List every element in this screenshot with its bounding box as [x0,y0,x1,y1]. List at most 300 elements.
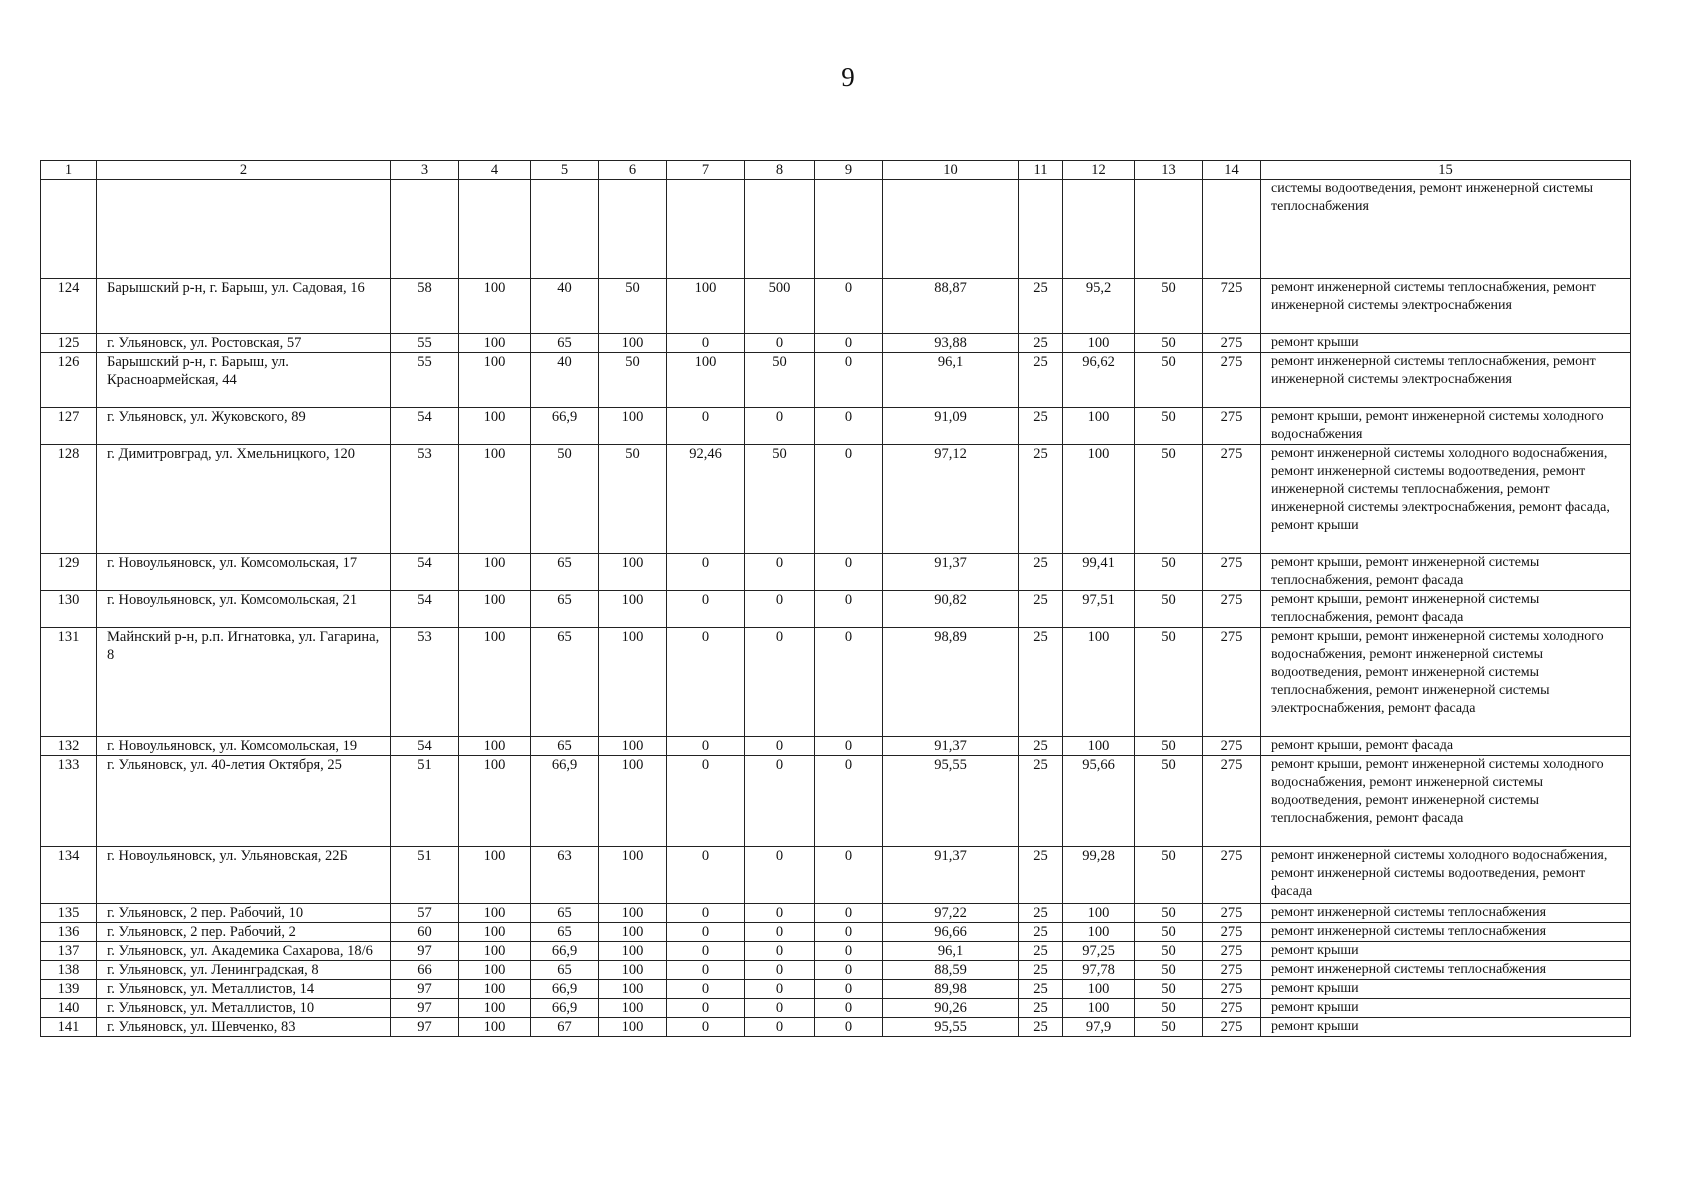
value-cell: 0 [745,334,815,353]
value-cell: 65 [531,628,599,737]
value-cell: 65 [531,961,599,980]
value-cell: 0 [667,591,745,628]
address-cell: г. Ульяновск, 2 пер. Рабочий, 2 [97,923,391,942]
value-cell: 0 [667,628,745,737]
column-header-3: 3 [391,161,459,180]
value-cell: 50 [1135,1018,1203,1037]
table-cell [41,180,97,279]
column-header-13: 13 [1135,161,1203,180]
value-cell: 50 [599,279,667,334]
value-cell: 50 [531,445,599,554]
value-cell: 275 [1203,408,1261,445]
value-cell: 90,26 [883,999,1019,1018]
value-cell: 50 [1135,408,1203,445]
table-cell [97,180,391,279]
value-cell: 50 [1135,737,1203,756]
value-cell: 50 [1135,847,1203,904]
table-row [41,847,1631,904]
value-cell: 0 [815,942,883,961]
table-cell [599,180,667,279]
value-cell: 66,9 [531,999,599,1018]
row-number-cell: 136 [41,923,97,942]
value-cell: 54 [391,408,459,445]
value-cell: 275 [1203,904,1261,923]
value-cell: 96,62 [1063,353,1135,408]
value-cell: 54 [391,591,459,628]
table-row [41,445,1631,554]
value-cell: 0 [815,279,883,334]
value-cell: 0 [745,737,815,756]
works-cell: ремонт крыши [1261,1018,1631,1037]
value-cell: 65 [531,591,599,628]
value-cell: 58 [391,279,459,334]
value-cell: 275 [1203,961,1261,980]
column-header-1: 1 [41,161,97,180]
address-cell: г. Ульяновск, ул. Шевченко, 83 [97,1018,391,1037]
value-cell: 50 [745,353,815,408]
value-cell: 0 [815,847,883,904]
column-header-12: 12 [1063,161,1135,180]
value-cell: 0 [667,923,745,942]
row-number-cell: 131 [41,628,97,737]
works-cell: ремонт крыши, ремонт инженерной системы холодного водоснабжения, ремонт инженерной системы водоотведения, ремонт инженерной системы теплоснабжения, ремонт инженерной системы электроснабжения, ремонт фасада [1261,628,1631,737]
value-cell: 100 [599,334,667,353]
value-cell: 0 [745,591,815,628]
value-cell: 50 [1135,279,1203,334]
value-cell: 25 [1019,334,1063,353]
value-cell: 25 [1019,628,1063,737]
value-cell: 0 [815,554,883,591]
value-cell: 0 [745,1018,815,1037]
value-cell: 25 [1019,961,1063,980]
column-header-7: 7 [667,161,745,180]
value-cell: 100 [459,999,531,1018]
row-number-cell: 135 [41,904,97,923]
column-header-5: 5 [531,161,599,180]
address-cell: г. Ульяновск, ул. 40-летия Октября, 25 [97,756,391,847]
value-cell: 65 [531,554,599,591]
value-cell: 100 [599,737,667,756]
value-cell: 25 [1019,279,1063,334]
table-cell [1135,180,1203,279]
value-cell: 0 [815,1018,883,1037]
table-cell [391,180,459,279]
value-cell: 65 [531,334,599,353]
value-cell: 0 [667,408,745,445]
row-number-cell: 137 [41,942,97,961]
row-number-cell: 128 [41,445,97,554]
value-cell: 57 [391,904,459,923]
value-cell: 100 [459,1018,531,1037]
table-cell [1019,180,1063,279]
value-cell: 100 [599,980,667,999]
value-cell: 50 [1135,923,1203,942]
value-cell: 0 [815,408,883,445]
table-row [41,904,1631,923]
value-cell: 275 [1203,1018,1261,1037]
value-cell: 100 [459,756,531,847]
value-cell: 54 [391,737,459,756]
value-cell: 100 [1063,980,1135,999]
value-cell: 100 [667,353,745,408]
value-cell: 25 [1019,980,1063,999]
value-cell: 275 [1203,923,1261,942]
column-header-8: 8 [745,161,815,180]
column-header-10: 10 [883,161,1019,180]
value-cell: 100 [1063,923,1135,942]
works-cell: ремонт инженерной системы теплоснабжения [1261,961,1631,980]
works-cell: ремонт крыши [1261,980,1631,999]
works-cell: ремонт крыши, ремонт фасада [1261,737,1631,756]
value-cell: 725 [1203,279,1261,334]
column-header-9: 9 [815,161,883,180]
value-cell: 0 [745,980,815,999]
value-cell: 0 [815,445,883,554]
column-header-11: 11 [1019,161,1063,180]
table-cell [459,180,531,279]
table-row [41,999,1631,1018]
table-row [41,628,1631,737]
value-cell: 55 [391,353,459,408]
table-cell [883,180,1019,279]
value-cell: 0 [667,999,745,1018]
row-number-cell: 138 [41,961,97,980]
value-cell: 275 [1203,445,1261,554]
value-cell: 40 [531,279,599,334]
works-cell: ремонт крыши, ремонт инженерной системы холодного водоснабжения [1261,408,1631,445]
works-cell: системы водоотведения, ремонт инженерной системы теплоснабжения [1261,180,1631,279]
value-cell: 0 [667,756,745,847]
value-cell: 65 [531,904,599,923]
value-cell: 100 [459,904,531,923]
value-cell: 100 [1063,999,1135,1018]
value-cell: 0 [667,1018,745,1037]
value-cell: 275 [1203,756,1261,847]
value-cell: 91,09 [883,408,1019,445]
value-cell: 99,41 [1063,554,1135,591]
value-cell: 100 [667,279,745,334]
value-cell: 100 [459,628,531,737]
value-cell: 275 [1203,980,1261,999]
value-cell: 66,9 [531,942,599,961]
address-cell: г. Ульяновск, ул. Металлистов, 10 [97,999,391,1018]
value-cell: 25 [1019,999,1063,1018]
value-cell: 0 [815,737,883,756]
value-cell: 51 [391,847,459,904]
value-cell: 275 [1203,353,1261,408]
value-cell: 25 [1019,737,1063,756]
table-row [41,942,1631,961]
value-cell: 50 [1135,445,1203,554]
value-cell: 100 [599,847,667,904]
table-row [41,1018,1631,1037]
value-cell: 97 [391,942,459,961]
value-cell: 100 [599,628,667,737]
address-cell: г. Ульяновск, ул. Ростовская, 57 [97,334,391,353]
value-cell: 95,66 [1063,756,1135,847]
value-cell: 25 [1019,408,1063,445]
value-cell: 25 [1019,847,1063,904]
value-cell: 100 [459,847,531,904]
value-cell: 66,9 [531,408,599,445]
value-cell: 97,51 [1063,591,1135,628]
row-number-cell: 132 [41,737,97,756]
value-cell: 65 [531,737,599,756]
table-cell [667,180,745,279]
value-cell: 50 [1135,353,1203,408]
row-number-cell: 129 [41,554,97,591]
value-cell: 100 [599,999,667,1018]
table-row [41,408,1631,445]
value-cell: 0 [745,756,815,847]
value-cell: 91,37 [883,737,1019,756]
value-cell: 25 [1019,1018,1063,1037]
value-cell: 100 [459,980,531,999]
value-cell: 96,1 [883,942,1019,961]
value-cell: 50 [1135,980,1203,999]
table-cell [1063,180,1135,279]
value-cell: 275 [1203,942,1261,961]
value-cell: 100 [459,923,531,942]
header-row [41,161,1631,180]
value-cell: 96,66 [883,923,1019,942]
value-cell: 0 [667,904,745,923]
address-cell: г. Новоульяновск, ул. Комсомольская, 21 [97,591,391,628]
value-cell: 0 [745,999,815,1018]
value-cell: 0 [745,923,815,942]
value-cell: 53 [391,445,459,554]
table-cell [531,180,599,279]
value-cell: 50 [745,445,815,554]
address-cell: Майнский р-н, р.п. Игнатовка, ул. Гагарина, 8 [97,628,391,737]
value-cell: 100 [1063,628,1135,737]
value-cell: 275 [1203,554,1261,591]
value-cell: 0 [815,756,883,847]
table-cell [1203,180,1261,279]
row-number-cell: 133 [41,756,97,847]
value-cell: 50 [1135,904,1203,923]
row-number-cell: 126 [41,353,97,408]
value-cell: 25 [1019,353,1063,408]
value-cell: 51 [391,756,459,847]
value-cell: 50 [1135,628,1203,737]
table-row [41,353,1631,408]
value-cell: 100 [1063,904,1135,923]
value-cell: 98,89 [883,628,1019,737]
value-cell: 88,59 [883,961,1019,980]
value-cell: 93,88 [883,334,1019,353]
works-cell: ремонт крыши [1261,942,1631,961]
address-cell: г. Димитровград, ул. Хмельницкого, 120 [97,445,391,554]
table-row [41,980,1631,999]
value-cell: 50 [1135,756,1203,847]
address-cell: г. Ульяновск, ул. Ленинградская, 8 [97,961,391,980]
address-cell: г. Ульяновск, 2 пер. Рабочий, 10 [97,904,391,923]
value-cell: 92,46 [667,445,745,554]
value-cell: 65 [531,923,599,942]
works-cell: ремонт инженерной системы холодного водоснабжения, ремонт инженерной системы водоотведения, ремонт фасада [1261,847,1631,904]
value-cell: 275 [1203,628,1261,737]
value-cell: 97 [391,1018,459,1037]
value-cell: 91,37 [883,554,1019,591]
value-cell: 0 [815,353,883,408]
data-table [40,160,1631,1037]
value-cell: 100 [599,923,667,942]
value-cell: 89,98 [883,980,1019,999]
value-cell: 50 [1135,942,1203,961]
table-row [41,591,1631,628]
column-header-2: 2 [97,161,391,180]
value-cell: 100 [1063,445,1135,554]
value-cell: 0 [667,961,745,980]
table-row [41,279,1631,334]
works-cell: ремонт инженерной системы теплоснабжения [1261,923,1631,942]
address-cell: г. Ульяновск, ул. Академика Сахарова, 18/6 [97,942,391,961]
value-cell: 100 [459,554,531,591]
value-cell: 275 [1203,737,1261,756]
value-cell: 0 [667,554,745,591]
value-cell: 53 [391,628,459,737]
value-cell: 0 [815,904,883,923]
value-cell: 50 [1135,961,1203,980]
column-header-6: 6 [599,161,667,180]
value-cell: 66,9 [531,980,599,999]
value-cell: 0 [667,334,745,353]
value-cell: 0 [745,942,815,961]
value-cell: 60 [391,923,459,942]
value-cell: 88,87 [883,279,1019,334]
value-cell: 100 [599,756,667,847]
address-cell: г. Новоульяновск, ул. Ульяновская, 22Б [97,847,391,904]
address-cell: г. Ульяновск, ул. Жуковского, 89 [97,408,391,445]
value-cell: 100 [599,591,667,628]
value-cell: 55 [391,334,459,353]
value-cell: 97 [391,980,459,999]
value-cell: 100 [459,334,531,353]
value-cell: 0 [815,334,883,353]
value-cell: 25 [1019,554,1063,591]
works-cell: ремонт инженерной системы теплоснабжения [1261,904,1631,923]
value-cell: 275 [1203,847,1261,904]
works-cell: ремонт крыши, ремонт инженерной системы холодного водоснабжения, ремонт инженерной системы водоотведения, ремонт инженерной системы теплоснабжения, ремонт фасада [1261,756,1631,847]
row-number-cell: 124 [41,279,97,334]
value-cell: 90,82 [883,591,1019,628]
address-cell: г. Новоульяновск, ул. Комсомольская, 19 [97,737,391,756]
value-cell: 97,22 [883,904,1019,923]
table-row [41,923,1631,942]
page-number: 9 [841,62,855,92]
works-cell: ремонт инженерной системы теплоснабжения, ремонт инженерной системы электроснабжения [1261,279,1631,334]
value-cell: 0 [667,847,745,904]
value-cell: 50 [1135,554,1203,591]
value-cell: 0 [815,961,883,980]
value-cell: 0 [745,847,815,904]
works-cell: ремонт крыши, ремонт инженерной системы теплоснабжения, ремонт фасада [1261,591,1631,628]
value-cell: 99,28 [1063,847,1135,904]
value-cell: 100 [459,353,531,408]
value-cell: 0 [667,980,745,999]
works-cell: ремонт инженерной системы теплоснабжения, ремонт инженерной системы электроснабжения [1261,353,1631,408]
value-cell: 25 [1019,923,1063,942]
value-cell: 0 [667,942,745,961]
value-cell: 0 [745,554,815,591]
value-cell: 100 [459,445,531,554]
address-cell: г. Новоульяновск, ул. Комсомольская, 17 [97,554,391,591]
value-cell: 100 [1063,737,1135,756]
value-cell: 100 [599,1018,667,1037]
column-header-14: 14 [1203,161,1261,180]
value-cell: 0 [815,980,883,999]
value-cell: 0 [745,628,815,737]
value-cell: 50 [1135,591,1203,628]
value-cell: 96,1 [883,353,1019,408]
value-cell: 97,12 [883,445,1019,554]
value-cell: 275 [1203,334,1261,353]
value-cell: 100 [599,904,667,923]
row-number-cell: 134 [41,847,97,904]
value-cell: 0 [815,999,883,1018]
value-cell: 0 [745,904,815,923]
value-cell: 25 [1019,756,1063,847]
value-cell: 66,9 [531,756,599,847]
value-cell: 0 [815,628,883,737]
value-cell: 50 [1135,334,1203,353]
value-cell: 100 [459,942,531,961]
value-cell: 50 [599,353,667,408]
address-cell: Барышский р-н, г. Барыш, ул. Красноармейская, 44 [97,353,391,408]
value-cell: 63 [531,847,599,904]
value-cell: 100 [599,942,667,961]
table-container [40,160,1630,1037]
value-cell: 0 [815,923,883,942]
value-cell: 100 [599,554,667,591]
value-cell: 54 [391,554,459,591]
value-cell: 100 [459,591,531,628]
value-cell: 100 [599,961,667,980]
value-cell: 97 [391,999,459,1018]
value-cell: 275 [1203,999,1261,1018]
value-cell: 0 [745,961,815,980]
table-row [41,756,1631,847]
works-cell: ремонт крыши [1261,334,1631,353]
value-cell: 97,9 [1063,1018,1135,1037]
table-cell [745,180,815,279]
value-cell: 25 [1019,904,1063,923]
value-cell: 25 [1019,942,1063,961]
row-number-cell: 125 [41,334,97,353]
row-number-cell: 139 [41,980,97,999]
value-cell: 67 [531,1018,599,1037]
value-cell: 100 [1063,334,1135,353]
value-cell: 100 [459,408,531,445]
row-number-cell: 130 [41,591,97,628]
value-cell: 500 [745,279,815,334]
address-cell: Барышский р-н, г. Барыш, ул. Садовая, 16 [97,279,391,334]
value-cell: 95,55 [883,756,1019,847]
value-cell: 25 [1019,591,1063,628]
continuation-row [41,180,1631,279]
value-cell: 95,55 [883,1018,1019,1037]
value-cell: 66 [391,961,459,980]
value-cell: 275 [1203,591,1261,628]
column-header-4: 4 [459,161,531,180]
value-cell: 91,37 [883,847,1019,904]
table-row [41,961,1631,980]
value-cell: 40 [531,353,599,408]
value-cell: 100 [599,408,667,445]
value-cell: 0 [815,591,883,628]
table-cell [815,180,883,279]
